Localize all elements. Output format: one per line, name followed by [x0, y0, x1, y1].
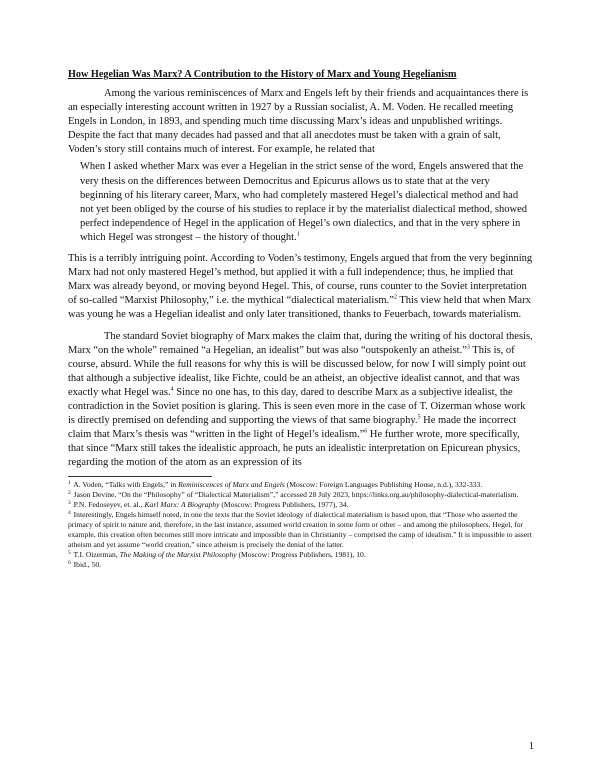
body-paragraph: [68, 330, 534, 471]
footnote-text: A. Voden, “Talks with Engels,” in: [73, 480, 179, 490]
paragraph-text: Since no one has, to this day, dared to describe Marx as a subjective idealist, the contradiction in the Soviet position is glaring. This is seen even more in the case of T. Oizerman whose work is directly premised on defending and supporting the views of that same biography.: [68, 386, 526, 427]
footnote-title: The Making of the Marxist Philosophy: [119, 550, 237, 560]
footnote: [68, 560, 534, 570]
footnote-ref: 1: [296, 231, 300, 238]
footnote: [68, 500, 534, 510]
footnote-ref: 3: [466, 344, 470, 351]
footnote: [68, 490, 534, 500]
footnote-text: Interestingly, Engels himself noted, in one the texts that the Soviet ideology of dialectical materialism is based upon, that “Those who asserted the primacy of spirit to nature and, therefore, in the last instance, assumed world creation in some form or other – and among the philosophers, Hegel, for example, this creation often becomes still more intricate and impossible than in Christianity – comprised the camp of idealism.” It is impossible to assert atheism and yet assume “world creation,” since atheism is precisely the denial of the latter.: [68, 510, 532, 550]
footnote-text: Jason Devine, “On the “Philosophy” of “Dialectical Materialism”,” accessed 28 July 2023, https://links.org.au/philosophy-dialectical-materialism.: [73, 490, 519, 500]
footnote-text: (Moscow: Progress Publishers, 1981), 10.: [236, 550, 366, 560]
paragraph-text: This view held that when Marx was young he was a Hegelian idealist and only later transitioned, thanks to Feuerbach, towards materialism.: [68, 295, 531, 321]
paragraph-text: This is, of course, absurd. While the full reasons for why this is will be discussed below, for now I will simply point out that although a subjective idealist, like Fichte, could be an atheist, an objective idealist cannot, and that was exactly what Hegel was.: [68, 344, 526, 398]
footnote-number: 3: [68, 499, 71, 506]
footnote-number: 6: [68, 559, 71, 566]
paragraph-text: He further wrote, more specifically, that since “Marx still takes the idealistic approach, he puts an idealistic interpretation on Epicurean physics, regarding the motion of the atom as an expression of its: [68, 429, 521, 469]
footnotes: [68, 480, 534, 570]
page-number: 1: [528, 741, 534, 752]
page-content: [68, 68, 534, 570]
paragraph-text: He made the incorrect claim that Marx’s thesis was “written in the light of Hegel’s idealism.”: [68, 415, 517, 441]
footnote-number: 5: [68, 549, 71, 556]
footnote-text: T.I. Oizerman,: [73, 550, 120, 560]
footnote-divider: [68, 476, 212, 477]
footnote: [68, 550, 534, 560]
footnote-title: Reminiscences of Marx and Engels: [178, 480, 285, 490]
block-quote-text: When I asked whether Marx was ever a Hegelian in the strict sense of the word, Engels answered that the very thesis on the differences between Democritus and Epicurus allows us to state that at the very beginning of his literary career, Marx, who had completely mastered Hegel’s dialectical method and had not yet been obliged by the course of his studies to replace it by the materialist dialectical method, showed perfect independence of Hegel in the application of Hegel’s own dialectics, and that in the very sphere in which Hegel was strongest – the history of thought.: [80, 161, 527, 243]
body-paragraph: [68, 252, 534, 322]
footnote-ref: 2: [393, 294, 397, 301]
paragraph-text: The standard Soviet biography of Marx makes the claim that, during the writing of his doctoral thesis, Marx “on the whole” remained “a Hegelian, an idealist” but was also “outspokenly an atheist.”: [68, 330, 533, 356]
paragraph-text: This is a terribly intriguing point. According to Voden’s testimony, Engels argued that from the very beginning Marx had not only mastered Hegel’s method, but applied it with a full independence; thus, he implied that Marx was already beyond, or moving beyond Hegel. This, of course, runs counter to the Soviet interpretation of so-called “Marxist Philosophy,” i.e. the mythical “dialectical materialism.”: [68, 253, 533, 307]
footnote-text: (Moscow: Progress Publishers, 1977), 34.: [219, 500, 349, 510]
footnote-ref: 6: [364, 428, 368, 435]
footnote-title: Karl Marx: A Biography: [144, 500, 220, 510]
intro-paragraph: Among the various reminiscences of Marx and Engels left by their friends and acquaintances there is an especially interesting account written in 1927 by a Russian socialist, A. M. Voden. He recalled meeting Engels in London, in 1893, and spending much time discussing Marx’s ideas and unpublished writings. Despite the fact that many decades had passed and that all anecdotes must be taken with a grain of salt, Voden’s story still contains much of interest. For example, he related that: [68, 88, 529, 156]
block-quote: [80, 160, 534, 245]
document-title: How Hegelian Was Marx? A Contribution to the History of Marx and Young Hegelianism: [68, 69, 457, 80]
footnote: [68, 510, 534, 550]
footnote-text: (Moscow: Foreign Languages Publishing House, n.d.), 332-333.: [284, 480, 483, 490]
footnote-number: 1: [68, 479, 71, 486]
footnote-number: 2: [68, 489, 71, 496]
footnote-ref: 5: [417, 414, 421, 421]
footnote-text: P.N. Fedoseyev, et. al.,: [73, 500, 145, 510]
footnote: [68, 480, 534, 490]
footnote-text: Ibid., 50.: [73, 560, 102, 570]
footnote-number: 4: [68, 509, 71, 516]
footnote-ref: 4: [170, 386, 174, 393]
